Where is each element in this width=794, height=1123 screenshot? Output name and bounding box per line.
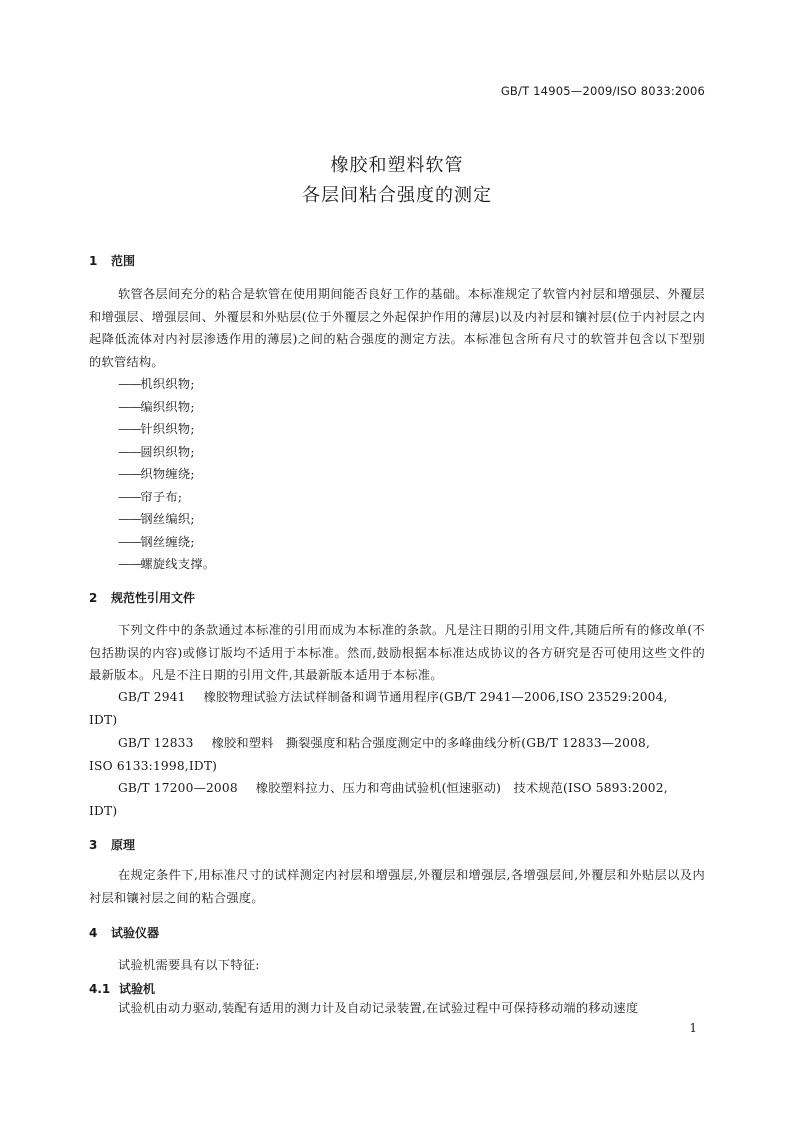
reference-code: GB/T 2941: [118, 690, 186, 704]
section-2-paragraph: 下列文件中的条款通过本标准的引用而成为本标准的条款。凡是注日期的引用文件,其随后所有的修改单(不包括勘误的内容)或修订版均不适用于本标准。然而,鼓励根据本标准达成协议的各方研究是否可使用这些文件的最新版本。凡是不注日期的引用文件,其最新版本适用于本标准。: [89, 623, 705, 682]
section-heading-3: [89, 836, 135, 853]
section-title: 规范性引用文件: [111, 591, 196, 605]
list-item: —— 圆织织物;: [118, 441, 215, 464]
list-item: —— 帘子布;: [118, 486, 215, 509]
section-3-paragraph: 在规定条件下,用标准尺寸的试样测定内衬层和增强层,外覆层和增强层,各增强层间,外覆层和外贴层以及内衬层和镶衬层之间的粘合强度。: [89, 868, 705, 905]
reference-title: 橡胶塑料拉力、压力和弯曲试验机(恒速驱动) 技术规范(ISO 5893:2002,: [255, 781, 668, 795]
reference-title: 橡胶和塑料 撕裂强度和粘合强度测定中的多峰曲线分析(GB/T 12833—2008,: [211, 736, 651, 750]
subsection-4-1-paragraph: 试验机由动力驱动,装配有适用的测力计及自动记录装置,在试验过程中可保持移动端的移动速度: [118, 1001, 639, 1015]
subsection-number: 4.1: [89, 982, 111, 996]
section-heading-1: [89, 252, 135, 269]
section-heading-2: [89, 589, 195, 606]
list-item: —— 钢丝缠绕;: [118, 531, 215, 554]
list-item: —— 钢丝编织;: [118, 508, 215, 531]
list-item: —— 针织织物;: [118, 418, 215, 441]
page-number: 1: [689, 1021, 697, 1035]
reference-continuation: IDT): [89, 712, 118, 727]
section-4-paragraph: 试验机需要具有以下特征:: [118, 958, 260, 972]
reference-continuation: ISO 6133:1998,IDT): [89, 758, 218, 773]
list-item: —— 螺旋线支撑。: [118, 553, 215, 576]
reference-item: [89, 732, 705, 777]
list-item: —— 织物缠绕;: [118, 463, 215, 486]
list-item: —— 机织织物;: [118, 373, 215, 396]
section-title: 试验仪器: [111, 926, 160, 940]
subsection-title: 试验机: [119, 982, 156, 996]
reference-code: GB/T 12833: [118, 736, 194, 750]
section-1-paragraph: 软管各层间充分的粘合是软管在使用期间能否良好工作的基础。本标准规定了软管内衬层和增强层、外覆层和增强层、增强层间、外覆层和外贴层(位于外覆层之外起保护作用的薄层)以及内衬层和镶衬层(位于内衬层之内起降低流体对内衬层渗透作用的薄层)之间的粘合强度的测定方法。本标准包含所有尺寸的软管并包含以下型别的软管结构。: [89, 287, 705, 369]
page-title: 橡胶和塑料软管: [330, 155, 464, 176]
section-number: 2: [89, 591, 98, 605]
structure-list: [118, 373, 215, 576]
section-title: 范围: [111, 254, 136, 268]
section-number: 4: [89, 926, 98, 940]
section-number: 1: [89, 254, 98, 268]
standard-code: GB/T 14905—2009/ISO 8033:2006: [500, 84, 705, 98]
reference-item: [89, 777, 705, 822]
reference-title: 橡胶物理试验方法试样制备和调节通用程序(GB/T 2941—2006,ISO 23529:2004,: [203, 690, 668, 704]
reference-continuation: IDT): [89, 803, 118, 818]
reference-code: GB/T 17200—2008: [118, 781, 238, 795]
section-heading-4: [89, 924, 159, 941]
section-number: 3: [89, 838, 98, 852]
subsection-heading-4-1: [89, 980, 155, 997]
section-title: 原理: [111, 838, 136, 852]
page-subtitle: 各层间粘合强度的测定: [302, 185, 492, 206]
list-item: —— 编织织物;: [118, 396, 215, 419]
reference-item: [89, 686, 705, 731]
